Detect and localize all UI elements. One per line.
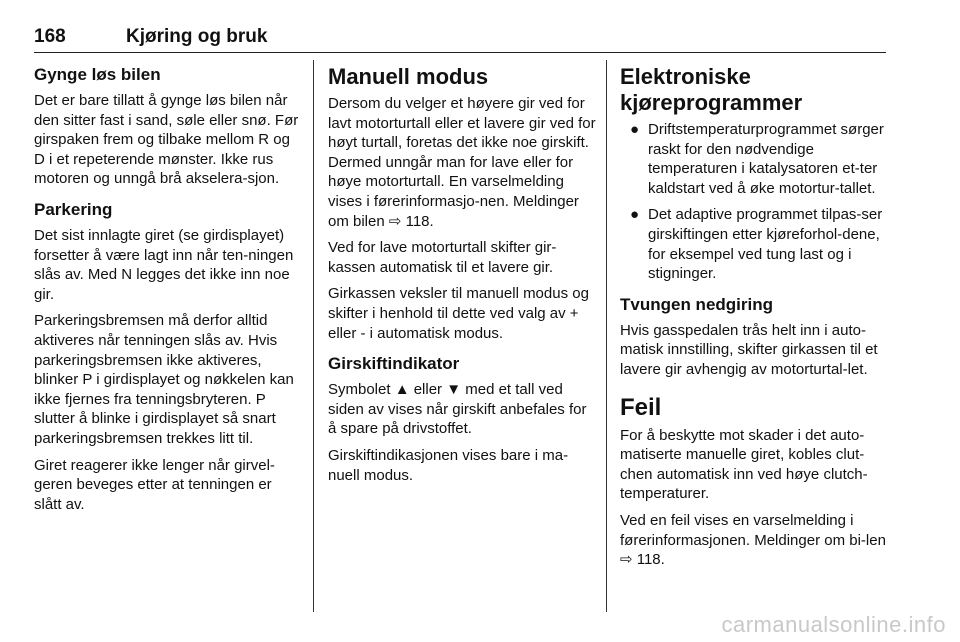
paragraph-manuell-1: Dersom du velger et høyere gir ved for lavt motorturtall eller et lavere gir ved for høyt turtall, foretas det ikke noe girskift. Dermed unngår man for lave eller for høye motorturtall. En varselmelding vises i førerinformasjo-nen. Meldinger om bilen ⇨ 118. <box>328 95 596 230</box>
paragraph-girskift-2: Girskiftindikasjonen vises bare i ma-nuell modus. <box>328 446 569 484</box>
column-divider-2 <box>606 60 607 612</box>
chapter-title: Kjøring og bruk <box>126 26 268 47</box>
paragraph-feil-1: For å beskytte mot skader i det auto-matiserte manuelle giret, kobles clut-chen automatisk inn ved høye clutch-temperaturer. <box>620 426 868 503</box>
column-3 <box>620 64 888 577</box>
column-divider-1 <box>313 60 314 612</box>
column-2 <box>328 64 596 492</box>
heading-tvungen-nedgiring: Tvungen nedgiring <box>620 294 773 314</box>
bullet-list <box>620 120 888 284</box>
bullet-icon: ● <box>630 206 640 224</box>
page-header <box>34 26 886 53</box>
paragraph-gynge: Det er bare tillatt å gynge løs bilen når den sitter fast i sand, søle eller snø. Før girspaken frem og tilbake mellom R og D i et repeterende mønster. Ikke rus motoren og unngå brå akselera-sjon. <box>34 92 299 188</box>
heading-gynge: Gynge løs bilen <box>34 65 161 84</box>
list-item-text: Det adaptive programmet tilpas-ser girskiftingen etter kjøreforhol-dene, for eksempel ved tung last og i stigninger. <box>648 206 883 283</box>
column-1 <box>34 64 302 521</box>
paragraph-manuell-2: Ved for lave motorturtall skifter gir-kassen automatisk til et lavere gir. <box>328 239 557 276</box>
watermark-logo: carmanualsonline.info <box>721 612 946 637</box>
heading-elektroniske: Elektroniske kjøreprogrammer <box>620 64 803 115</box>
heading-girskiftindikator: Girskiftindikator <box>328 354 460 374</box>
bullet-icon: ● <box>630 121 640 138</box>
list-item <box>620 205 888 283</box>
paragraph-parkering-1: Det sist innlagte giret (se girdisplayet) forsetter å være lagt inn når ten-ningen slås av. Med N legges det ikke inn noe gir. <box>34 226 294 303</box>
paragraph-manuell-3: Girkassen veksler til manuell modus og skifter i henhold til dette ved valg av + eller - i automatisk modus. <box>328 285 589 342</box>
paragraph-tvungen: Hvis gasspedalen trås helt inn i auto-matisk innstilling, skifter girkassen til et lavere gir avhengig av motorturtal-let. <box>620 321 878 378</box>
heading-parkering: Parkering <box>34 199 113 219</box>
heading-feil: Feil <box>620 393 662 421</box>
heading-manuell-modus: Manuell modus <box>328 64 489 89</box>
list-item-text: Driftstemperaturprogrammet sørger raskt for den nødvendige temperaturen i katalysatoren et-ter kaldstart ved å øke motortur-tallet. <box>648 121 884 197</box>
paragraph-feil-2: Ved en feil vises en varselmelding i førerinformasjonen. Meldinger om bi-len ⇨ 118. <box>620 511 886 569</box>
list-item <box>620 120 888 198</box>
paragraph-parkering-2: Parkeringsbremsen må derfor alltid aktiveres når tenningen slås av. Hvis parkeringsbremsen ikke aktiveres, blinker P i girdisplayet og nøkkelen kan ikke fjernes fra tenningsbryteren. P slutter å blinke i girdisplayet så snart parkeringsbremsen trekkes litt til. <box>34 312 294 447</box>
paragraph-girskift-1: Symbolet ▲ eller ▼ med et tall ved siden av vises når girskift anbefales for å spare på drivstoffet. <box>328 381 587 438</box>
page-number: 168 <box>34 26 66 47</box>
paragraph-parkering-3: Giret reagerer ikke lenger når girvel-geren beveges etter at tenningen er slått av. <box>34 456 275 513</box>
